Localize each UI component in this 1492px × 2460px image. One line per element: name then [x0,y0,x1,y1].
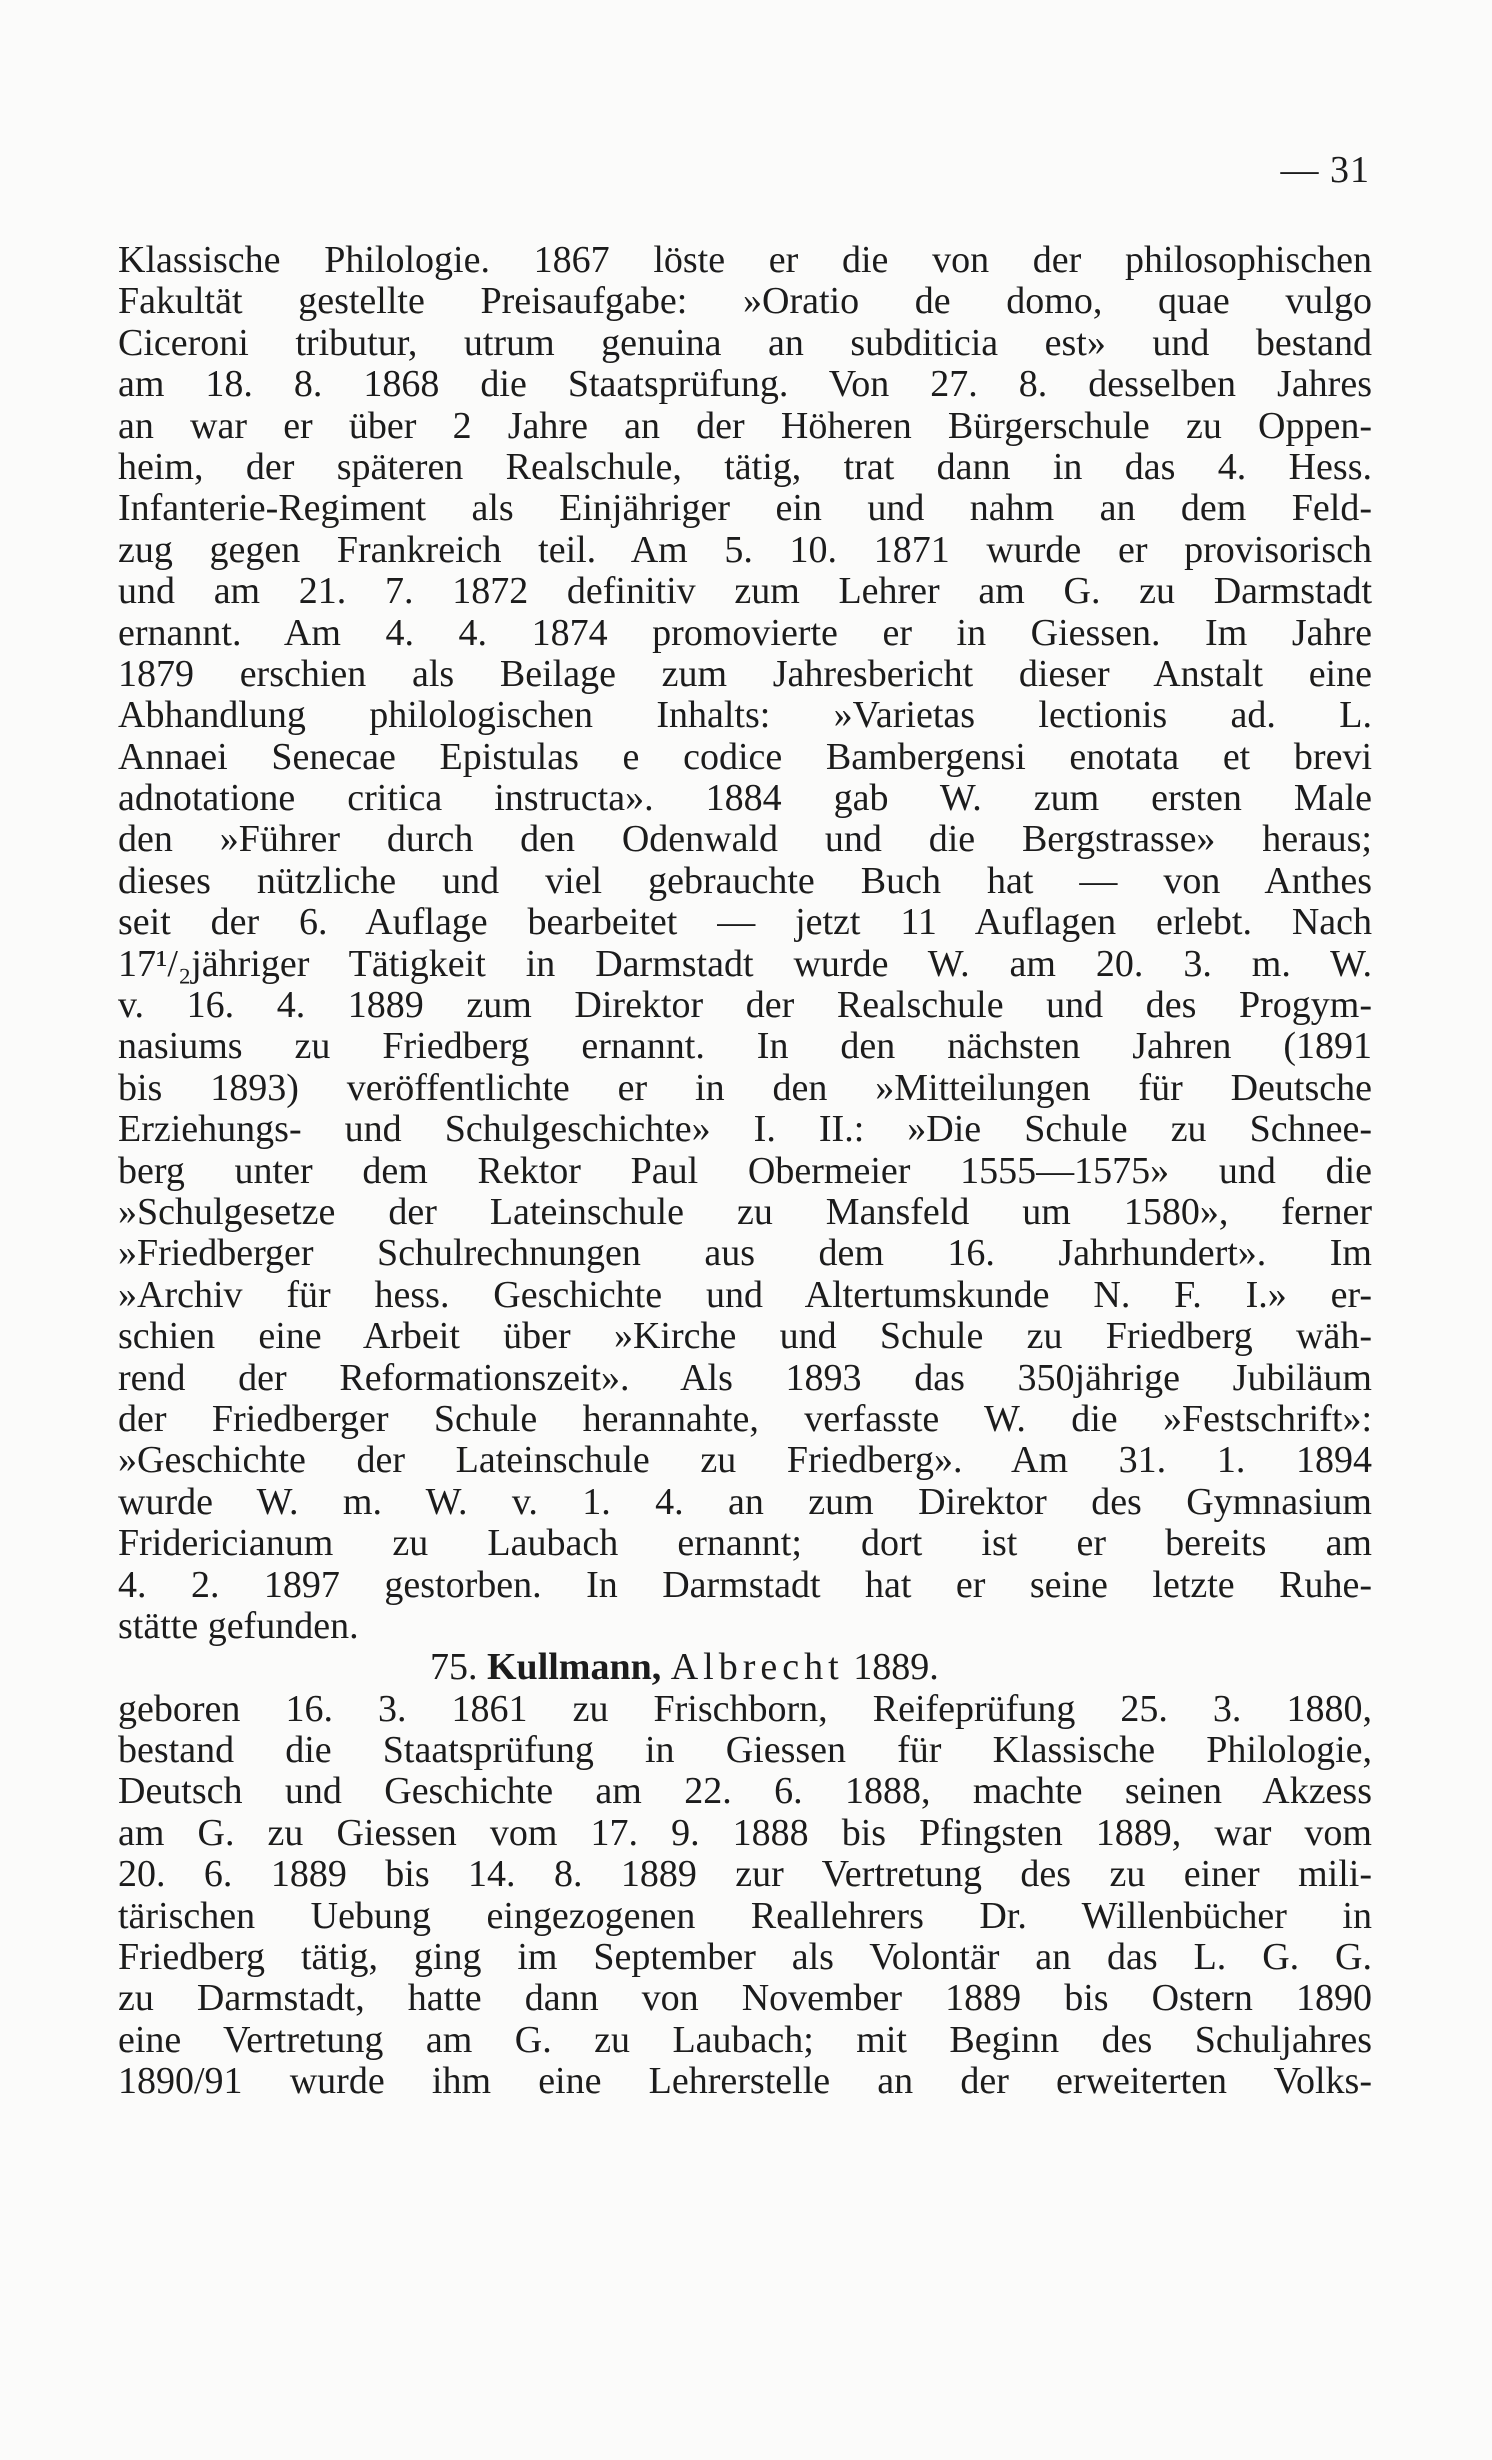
body-text [118,240,1372,2103]
text-line: 4. 2. 1897 gestorben. In Darmstadt hat er seine letzte Ruhe- [118,1564,1372,1606]
text-line: stätte gefunden. [118,1605,359,1647]
text-line: Klassische Philologie. 1867 löste er die von der philosophischen [118,240,1372,281]
text-line: zug gegen Frankreich teil. Am 5. 10. 1871 wurde er provisorisch [118,529,1372,571]
text-line: heim, der späteren Realschule, tätig, trat dann in das 4. Hess. [118,446,1372,488]
text-line: Friedberg tätig, ging im September als Volontär an das L. G. G. [118,1937,1372,1979]
paragraph-1 [118,240,1372,1647]
text-line: dieses nützliche und viel gebrauchte Buch hat — von Anthes [118,860,1372,902]
text-line: Deutsch und Geschichte am 22. 6. 1888, machte seinen Akzess [118,1771,1372,1813]
text-line: am G. zu Giessen vom 17. 9. 1888 bis Pfingsten 1889, war vom [118,1812,1372,1854]
text-line: »Geschichte der Lateinschule zu Friedberg». Am 31. 1. 1894 [118,1440,1372,1482]
text-line: am 18. 8. 1868 die Staatsprüfung. Von 27. 8. desselben Jahres [118,364,1372,406]
paragraph-2 [118,1689,1372,2103]
text-line: wurde W. m. W. v. 1. 4. an zum Direktor des Gymnasium [118,1481,1372,1523]
text-line: eine Vertretung am G. zu Laubach; mit Beginn des Schuljahres [118,2019,1372,2061]
text-line: schien eine Arbeit über »Kirche und Schule zu Friedberg wäh- [118,1316,1372,1358]
entry-surname: Kullmann, [487,1646,662,1689]
text-line: bestand die Staatsprüfung in Giessen für Klassische Philologie, [118,1730,1372,1772]
text-line: »Schulgesetze der Lateinschule zu Mansfeld um 1580», ferner [118,1191,1372,1233]
text-line: Ciceroni tributur, utrum genuina an subditicia est» und bestand [118,322,1372,364]
text-line: seit der 6. Auflage bearbeitet — jetzt 11 Auflagen erlebt. Nach [118,902,1372,944]
text-line: nasiums zu Friedberg ernannt. In den nächsten Jahren (1891 [118,1026,1372,1068]
text-line: bis 1893) veröffentlichte er in den »Mitteilungen für Deutsche [118,1067,1372,1109]
text-line: Abhandlung philologischen Inhalts: »Varietas lectionis ad. L. [118,695,1372,737]
text-line: 1879 erschien als Beilage zum Jahresbericht dieser Anstalt eine [118,653,1372,695]
text-line: rend der Reformationszeit». Als 1893 das 350jährige Jubiläum [118,1357,1372,1399]
entry-given-name: Albrecht [670,1646,844,1689]
entry-heading [118,1647,1372,1688]
page-number: — 31 [1280,149,1370,191]
text-line: Fakultät gestellte Preisaufgabe: »Oratio de domo, quae vulgo [118,281,1372,323]
text-line: geboren 16. 3. 1861 zu Frischborn, Reifeprüfung 25. 3. 1880, [118,1688,1372,1730]
entry-number: 75. [430,1646,478,1689]
text-line: den »Führer durch den Odenwald und die Bergstrasse» heraus; [118,819,1372,861]
text-line: Erziehungs- und Schulgeschichte» I. II.: »Die Schule zu Schnee- [118,1109,1372,1151]
text-line: 20. 6. 1889 bis 14. 8. 1889 zur Vertretung des zu einer mili- [118,1854,1372,1896]
text-line: v. 16. 4. 1889 zum Direktor der Realschule und des Progym- [118,985,1372,1027]
text-line: tärischen Uebung eingezogenen Reallehrers Dr. Willenbücher in [118,1895,1372,1937]
text-line: und am 21. 7. 1872 definitiv zum Lehrer am G. zu Darmstadt [118,571,1372,613]
text-line: 17¹/₂jähriger Tätigkeit in Darmstadt wurde W. am 20. 3. m. W. [118,943,1372,985]
text-line: 1890/91 wurde ihm eine Lehrerstelle an der erweiterten Volks- [118,2061,1372,2103]
text-line: »Friedberger Schulrechnungen aus dem 16. Jahrhundert». Im [118,1233,1372,1275]
text-line: adnotatione critica instructa». 1884 gab W. zum ersten Male [118,778,1372,820]
text-line: an war er über 2 Jahre an der Höheren Bürgerschule zu Oppen- [118,405,1372,447]
text-line: »Archiv für hess. Geschichte und Altertumskunde N. F. I.» er- [118,1274,1372,1316]
text-line: zu Darmstadt, hatte dann von November 1889 bis Ostern 1890 [118,1978,1372,2020]
text-line: Annaei Senecae Epistulas e codice Bambergensi enotata et brevi [118,736,1372,778]
text-line: ernannt. Am 4. 4. 1874 promovierte er in Giessen. Im Jahre [118,612,1372,654]
entry-year: 1889. [853,1646,939,1689]
text-line: Fridericianum zu Laubach ernannt; dort ist er bereits am [118,1523,1372,1565]
text-line: der Friedberger Schule herannahte, verfasste W. die »Festschrift»: [118,1398,1372,1440]
text-line: Infanterie-Regiment als Einjähriger ein und nahm an dem Feld- [118,488,1372,530]
text-line: berg unter dem Rektor Paul Obermeier 1555—1575» und die [118,1150,1372,1192]
